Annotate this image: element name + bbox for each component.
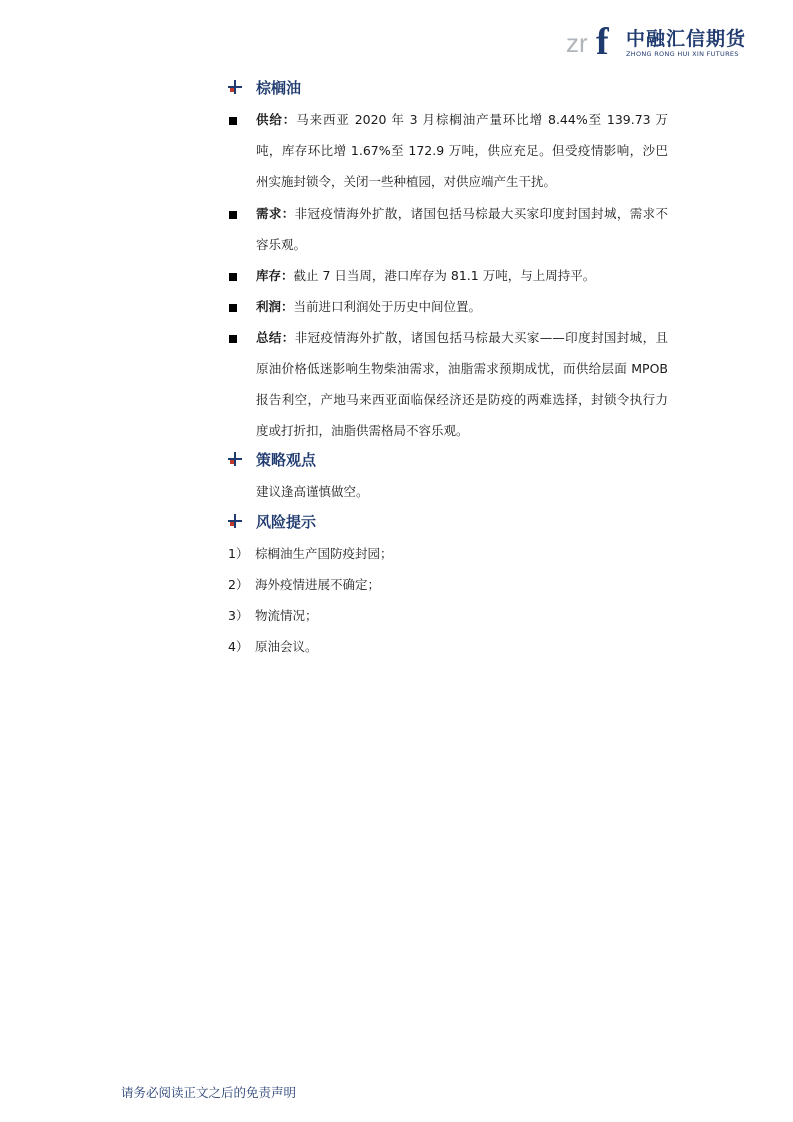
risk-item: [228, 575, 380, 593]
bullet-square-icon: [229, 304, 237, 312]
section-title: 风险提示: [256, 512, 317, 531]
section-title: 棕榈油: [256, 78, 302, 97]
logo-mark-icon: [566, 22, 622, 58]
svg-text:f: f: [596, 22, 609, 58]
bullet-square-icon: [229, 117, 237, 125]
bullet-text: 非冠疫情海外扩散，诸国包括马棕最大买家——印度封国封城，且原油价格低迷影响生物柴油需求，油脂需求预期成忧，而供给层面 MPOB 报告利空，产地马来西亚面临保经济还是防疫的两难选择，封锁令执行力度或打折扣，油脂供需格局不容乐观。: [256, 330, 668, 438]
logo-english-name: ZHONG RONG HUI XIN FUTURES: [626, 50, 739, 58]
bullet-supply: [228, 112, 668, 197]
risk-item-number: 2）: [228, 577, 249, 592]
bullet-label: 总结：: [256, 330, 295, 345]
risk-item-text: 原油会议。: [255, 639, 318, 654]
bullet-inventory: [228, 268, 668, 291]
section-marker-icon: [228, 452, 242, 466]
risk-item-text: 物流情况；: [255, 608, 318, 623]
bullet-square-icon: [229, 335, 237, 343]
risk-item: [228, 606, 318, 624]
risk-item: [228, 637, 318, 655]
risk-item-number: 3）: [228, 608, 249, 623]
bullet-text: 当前进口利润处于历史中间位置。: [293, 299, 482, 314]
bullet-square-icon: [229, 273, 237, 281]
risk-item-text: 棕榈油生产国防疫封园；: [255, 546, 393, 561]
section-heading-palm-oil: [228, 77, 301, 97]
bullet-label: 库存：: [256, 268, 294, 283]
risk-item-number: 1）: [228, 546, 249, 561]
bullet-label: 利润：: [256, 299, 294, 314]
svg-text:zr: zr: [566, 28, 588, 58]
bullet-text: 非冠疫情海外扩散，诸国包括马棕最大买家印度封国封城，需求不容乐观。: [256, 206, 668, 252]
bullet-square-icon: [229, 211, 237, 219]
company-logo: [566, 22, 746, 60]
risk-item-text: 海外疫情进展不确定；: [255, 577, 381, 592]
section-heading-risk: [228, 511, 316, 531]
bullet-text: 马来西亚 2020 年 3 月棕榈油产量环比增 8.44%至 139.73 万吨，库存环比增 1.67%至 172.9 万吨，供应充足。但受疫情影响，沙巴州实施封锁令，关闭一些种植园，对供应端产生干扰。: [256, 112, 668, 189]
bullet-text: 截止 7 日当周，港口库存为 81.1 万吨，与上周持平。: [293, 268, 596, 283]
bullet-label: 供给：: [256, 112, 297, 127]
strategy-text: 建议逢高谨慎做空。: [256, 484, 369, 499]
section-marker-icon: [228, 514, 242, 528]
bullet-profit: [228, 299, 668, 322]
risk-item: [228, 544, 393, 562]
section-title: 策略观点: [256, 450, 317, 469]
section-heading-strategy: [228, 449, 316, 469]
logo-chinese-name: 中融汇信期货: [626, 28, 747, 50]
risk-item-number: 4）: [228, 639, 249, 654]
footer-disclaimer: 请务必阅读正文之后的免责声明: [121, 1085, 297, 1100]
section-marker-icon: [228, 80, 242, 94]
bullet-demand: [228, 206, 668, 260]
bullet-label: 需求：: [256, 206, 295, 221]
bullet-summary: [228, 330, 668, 446]
